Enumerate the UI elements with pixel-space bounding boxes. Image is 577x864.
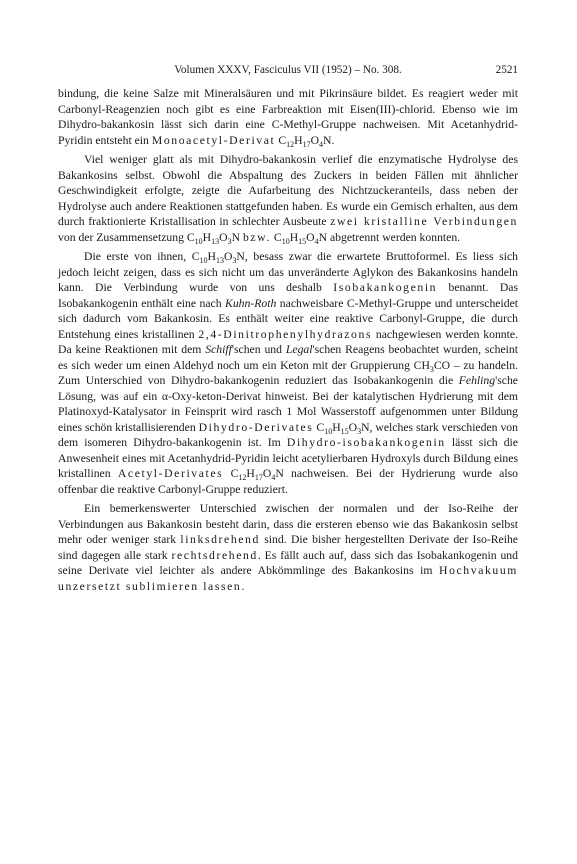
p3-sub-8: 12 [238, 473, 247, 482]
p3-sub-9: 17 [254, 473, 263, 482]
p3-text-k: 'sche Lösung, was auf ein α-Oxy-keton-Derivat hinweist. Bei der katalytischen Hydrierung mit dem Platinoxyd-Katalysator in Feinsprit wird rasch 1 Mol Wasserstoff aufgenommen unter Bildung eines schön kristallisierenden [58, 374, 518, 434]
p1-formula-h: H [294, 133, 303, 147]
p3-spaced-term-1: Isobakankogenin [333, 281, 438, 294]
p3-text-l: C [313, 420, 325, 434]
p3-sub-7: 3 [357, 426, 362, 436]
p3-italic-1: Kuhn-Roth [225, 296, 277, 310]
p2-text-g: H [289, 230, 299, 244]
p2-text-d: O [219, 230, 228, 244]
p2-text-f: C [270, 230, 282, 244]
p3-sub-4: 3 [429, 364, 434, 374]
p3-text-t: H [246, 467, 255, 480]
p2-text-h: O [306, 230, 315, 244]
p3-text-g: nachgewiesen werden konnte. Da keine Reaktionen mit dem [58, 327, 518, 356]
paragraph-4 [58, 501, 518, 594]
p2-text-i: N abgetrennt werden konnten. [318, 230, 461, 244]
p3-sub-6: 15 [340, 426, 349, 436]
p2-sub-5: 15 [298, 236, 307, 246]
p4-text-d: . [241, 579, 245, 593]
p1-formula-o: O [310, 133, 320, 147]
p2-text-a: Viel weniger glatt als mit Dihydro-bakankosin verlief die enzymatische Hydrolyse des Bakankosins selbst. Obwohl die Abspaltung des Zuckers in beiden Fällen mit ähnlicher Geschwindigkeit erfolgte, zeigte die Aufarbeitung des Nichtzuckeranteils, dass neben der Hydrolyse auch andere Reaktionen stattgefunden haben. Es wurde ein Gemisch erhalten, aus dem durch fraktionierte Kristallisation in schlechter Ausbeute [58, 153, 518, 228]
p3-italic-2: Schiff [205, 343, 232, 356]
p2-text-e: N [231, 230, 243, 244]
p3-spaced-term-5: Acetyl-Derivates [117, 467, 224, 480]
p1-formula-n: N. [323, 133, 335, 147]
running-header [58, 62, 518, 78]
p1-formula-sub-1: 12 [286, 139, 295, 149]
p3-text-h: 'schen und [231, 343, 286, 356]
p2-spaced-term-2: bzw. [242, 230, 271, 244]
p3-text-q: lässt sich die Anwesenheit eines mit Acetanhydrid-Pyridin leicht acetylierbaren Hydroxyls durch Bildung eines kristallinen [58, 436, 518, 480]
p3-spaced-term-2: 2,4-Dinitrophenylhydrazons [198, 327, 373, 341]
p4-text-b: sind. Die bisher hergestellten Derivate der Iso-Reihe sind dagegen alle stark [58, 533, 518, 562]
p3-italic-4: Fehling [458, 374, 496, 387]
p3-text-e: benannt. Das Isobakankogenin enthält eine nach [58, 281, 518, 310]
p4-spaced-term-3: Hochvakuum unzersetzt sublimieren lassen [58, 564, 518, 593]
p1-text-a: bindung, die keine Salze mit Mineralsäuren und mit Pikrinsäure bildet. Es reagiert weder mit Carbonyl-Reagenzien noch gibt es eine Farbreaktion mit Eisen(III)-chlorid. Ebenso wie im Dihydro-bakankosin lässt sich darin eine C-Methyl-Gruppe nachweisen. Mit Acetanhydrid-Pyridin entsteht ein [58, 87, 518, 147]
paragraph-2 [58, 152, 518, 245]
p2-sub-3: 3 [227, 236, 232, 246]
p3-text-b: H [207, 250, 216, 263]
p2-text-c: H [202, 230, 212, 244]
p3-sub-3: 3 [232, 256, 237, 265]
p3-text-j: CO – zu handeln. Zum Unterschied von Dihydro-bakankogenin reduziert das Isobakankogenin die [58, 358, 518, 387]
p1-formula-c: C [275, 133, 287, 147]
p3-italic-3: Legal [285, 343, 313, 356]
p3-text-a: Die erste von ihnen, C [84, 250, 200, 263]
p2-spaced-term-1: zwei kristalline Verbindungen [330, 215, 518, 228]
p3-text-f: nachweisbare C-Methyl-Gruppe und unterscheidet sich dadurch vom Bakankosin. Es enthält weiter eine reaktive Carbonyl-Gruppe, die durch Entstehung eines kristallinen [58, 296, 518, 341]
p3-sub-5: 10 [324, 426, 333, 436]
p2-sub-1: 10 [194, 236, 203, 246]
p4-spaced-term-2: rechtsdrehend [171, 548, 258, 562]
p4-text-c: . Es fällt auch auf, dass sich das Isobakankogenin und seine Derivate viel leichter als andere Abkömmlinge des Bakankosins im [58, 548, 518, 577]
paragraph-3 [58, 249, 518, 497]
p3-sub-10: 4 [271, 473, 276, 482]
p3-sub-1: 10 [199, 256, 208, 265]
p4-spaced-term-1: linksdrehend [180, 533, 260, 546]
p3-text-r: C [223, 467, 239, 480]
p2-sub-4: 10 [281, 236, 290, 246]
p3-text-n: O [348, 420, 358, 434]
p3-text-d: N, besass zwar die erwartete Bruttoformel. Es liess sich jedoch leicht zeigen, dass es sich nicht um das unveränderte Aglykon des Bakankosins handeln kann. Die Verbindung wurde von uns deshalb [58, 250, 519, 294]
p3-sub-2: 13 [215, 256, 224, 265]
p3-spaced-term-4: Dihydro-isobakankogenin [286, 436, 446, 449]
p3-text-m: H [332, 420, 341, 434]
running-title: Volumen XXXV, Fasciculus VII (1952) – No. 308. [174, 64, 402, 76]
p2-sub-6: 4 [314, 236, 319, 246]
p3-text-i: 'schen Reagens beobachtet wurden, scheint es sich weder um einen Aldehyd noch um ein Keton mit der Gruppierung CH [58, 343, 519, 372]
page-number: 2521 [495, 64, 518, 76]
p2-sub-2: 13 [211, 236, 220, 246]
body-text [58, 86, 518, 594]
paragraph-1 [58, 86, 518, 148]
p3-text-u: O [262, 467, 272, 480]
p3-spaced-term-3: Dihydro-Derivates [198, 420, 314, 434]
p1-formula-sub-2: 17 [302, 139, 311, 149]
p3-text-v: N nachweisen. Bei der Hydrierung wurde also offenbar die reaktive Carbonyl-Gruppe reduziert. [58, 467, 518, 496]
p3-text-c: O [223, 250, 233, 263]
p3-text-o: N, welches stark verschieden von dem isomeren Dihydro-bakankogenin ist. Im [58, 420, 518, 449]
p1-formula-sub-3: 4 [319, 139, 324, 149]
p1-spaced-term: Monoacetyl-Derivat [151, 133, 276, 147]
p2-text-b: von der Zusammensetzung C [58, 230, 195, 244]
p4-text-a: Ein bemerkenswerter Unterschied zwischen der normalen und der Iso-Reihe der Verbindungen aus Bakankosin besteht darin, dass die ersteren ebenso wie das Bakankosin selbst mehr oder weniger stark [58, 502, 518, 546]
